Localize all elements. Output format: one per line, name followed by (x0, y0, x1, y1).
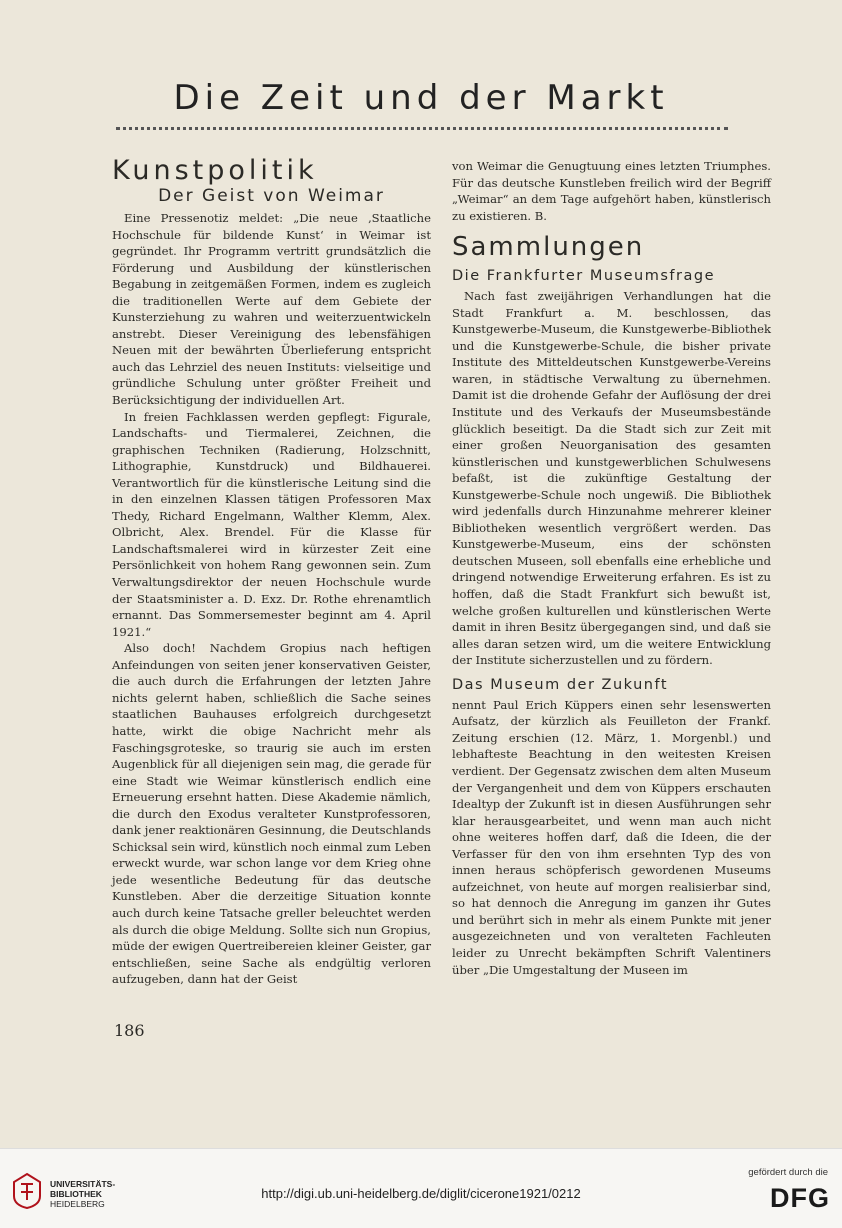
library-name-line: BIBLIOTHEK (50, 1189, 102, 1199)
library-name-line: HEIDELBERG (50, 1199, 105, 1209)
dfg-logo: DFG (770, 1183, 830, 1213)
right-column (452, 158, 771, 978)
article-title-frankfurter-museumsfrage: Die Frankfurter Museumsfrage (452, 268, 715, 285)
page-number: 186 (114, 1021, 145, 1040)
article-paragraph: Also doch! Nachdem Gropius nach heftigen Anfeindungen von seiten jener konservativen Geister, die auch durch die Erfahrungen der letzten Jahre nichts gelernt haben, schließlich die Sache seines staatlichen Bauhauses erfolgreich durchgesetzt hatte, wirkt die obige Nachricht mehr als Faschingsgroteske, so traurig sie auch im ersten Augenblick für all diejenigen sein mag, die gerade für eine Stadt wie Weimar künstlerisch endlich eine Erneuerung ersehnt hatten. Diese Akademie nämlich, die durch den Exodus veralteter Kunstprofessoren, dank jener reaktionären Gesinnung, die Deutschlands Schicksal sein wird, künstlich noch einmal zum Leben erweckt wurde, war schon lange vor dem Krieg ohne jede wesentliche Bedeutung für das deutsche Kunstleben. Aber die derzeitige Situation konnte auch durch keine Tatsache greller beleuchtet werden als durch die obige Meldung. Sollte sich nun Gropius, müde der ewigen Quertreibereien kleiner Geister, gar entschließen, seine Sache als endgültig verloren aufzugeben, dann hat der Geist (112, 641, 431, 987)
article-continuation: von Weimar die Genugtuung eines letzten Triumphes. Für das deutsche Kunstleben freilich wird der Begriff „Weimar“ an dem Tage aufgehört haben, künstlerisch zu existieren. B. (452, 159, 771, 223)
article-paragraph: Eine Pressenotiz meldet: „Die neue ‚Staatliche Hochschule für bildende Kunst‘ in Weimar ist gegründet. Ihr Programm vertritt grundsätzlich die Förderung und Ausbildung der künstlerischen Begabung in zeitgemäßen Formen, indem es zugleich die traditionellen Werte auf dem Gebiete der Kunsterziehung zu wahren und weiterzuentwickeln anstrebt. Dieser Vereinigung des lebensfähigen Neuen mit der bewährten Überlieferung entspricht auch das Lehrziel des neuen Instituts: vielseitige und gründliche Schulung unter größter Freiheit und Berücksichtigung der individuellen Art. (112, 211, 431, 408)
digital-library-url-link[interactable]: http://digi.ub.uni-heidelberg.de/diglit/cicerone1921/0212 (261, 1186, 581, 1201)
article-paragraph: nennt Paul Erich Küppers einen sehr lesenswerten Aufsatz, der kürzlich als Feuilleton der Frankf. Zeitung erschien (12. März, 1. Morgenbl.) und lebhafteste Beachtung in den weitesten Kreisen verdient. Der Gegensatz zwischen dem alten Museum der Vergangenheit und dem von Küppers erschauten Idealtyp der Zukunft ist in diesen Ausführungen sehr klar herausgearbeitet, und wenn man auch nicht ohne weiteres hoffen darf, daß die Ideen, die der Verfasser für den von ihm ersehnten Typ des von innen heraus schöpferisch gewordenen Museums aufzeichnet, von heute auf morgen realisierbar sind, so hat dennoch die Anregung im ganzen ihr Gutes und berührt sich in mehr als einem Punkte mit jener ausgezeichneten und von veralteten Fachleuten leider zu Unrecht bekämpften Schrift Valentiners über „Die Umgestaltung der Museen im (452, 697, 771, 977)
section-heading-sammlungen: Sammlungen (452, 232, 645, 263)
dotted-divider (116, 127, 728, 130)
section-heading-kunstpolitik: Kunstpolitik (112, 155, 318, 186)
article-paragraph: Nach fast zweijährigen Verhandlungen hat die Stadt Frankfurt a. M. beschlossen, das Kunstgewerbe-Museum, die Kunstgewerbe-Bibliothek und die Kunstgewerbe-Schule, die bisher private Institute des Mitteldeutschen Kunstgewerbe-Vereins waren, in städtische Verwaltung zu übernehmen. Damit ist die drohende Gefahr der Auflösung der drei Institute und des Verkaufs der Museumsbestände glücklich beseitigt. Da die Stadt sich zur Zeit mit einer großen Neuorganisation des gesamten künstlerischen und kunstgewerblichen Schulwesens befaßt, ist die zukünftige Gestaltung der Kunstgewerbe-Schule noch ungewiß. Die Bibliothek wird jedenfalls durch Hinzunahme mehrerer kleiner Bibliotheken wesentlich vergrößert werden. Das Kunstgewerbe-Museum, eins der schönsten deutschen Museen, soll ebenfalls eine erhebliche und dringend notwendige Erweiterung erfahren. Es ist zu hoffen, daß die Stadt Frankfurt sich bewußt ist, welche großen kulturellen und künstlerischen Werte damit in ihren Besitz übergegangen sind, und daß sie alles daran setzen wird, um die weitere Entwicklung der Institute sicherzustellen und zu fördern. (452, 289, 771, 668)
page-title: Die Zeit und der Markt (173, 78, 669, 118)
article-paragraph: In freien Fachklassen werden gepflegt: Figurale, Landschafts- und Tiermalerei, Zeichnen, die graphischen Techniken (Radierung, Holzschnitt, Lithographie, Kunstdruck) und Bildhauerei. Verantwortlich für die künstlerische Leitung sind die in den einzelnen Klassen tätigen Professoren Max Thedy, Richard Engelmann, Walther Klemm, Alex. Olbricht, Alex. Brendel. Für die Klasse für Landschaftsmalerei wird in kürzester Zeit eine Persönlichkeit von hohem Rang gewonnen sein. Zum Verwaltungsdirektor der neuen Hochschule wurde der Staatsminister a. D. Exz. Dr. Rothe ehrenamtlich ernannt. Das Sommersemester beginnt am 4. April 1921.“ (112, 409, 431, 639)
funded-by-label: gefördert durch die (748, 1167, 828, 1178)
article-title-museum-der-zukunft: Das Museum der Zukunft (452, 676, 668, 693)
library-name-line: UNIVERSITÄTS- (50, 1179, 116, 1189)
left-column (112, 155, 431, 988)
article-title-geist-von-weimar: Der Geist von Weimar (158, 186, 385, 206)
footer-bar (0, 1148, 842, 1228)
